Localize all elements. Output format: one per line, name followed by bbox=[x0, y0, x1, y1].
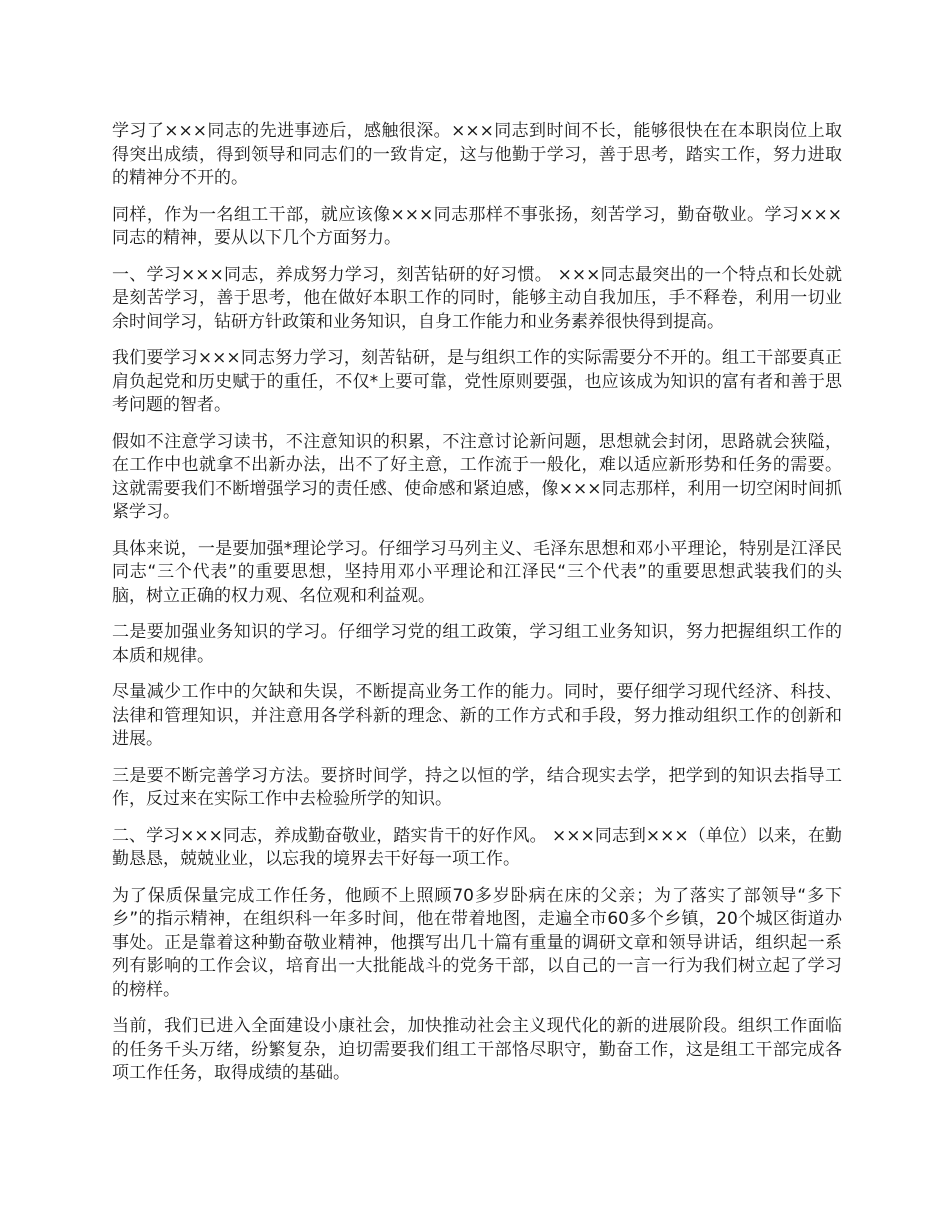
paragraph-1: 学习了×××同志的先进事迹后，感触很深。×××同志到时间不长，能够很快在在本职岗位上取得突出成绩，得到领导和同志们的一致肯定，这与他勤于学习，善于思考，踏实工作，努力进取的精神分不开的。 bbox=[112, 121, 842, 188]
paragraph-8: 尽量减少工作中的欠缺和失误，不断提高业务工作的能力。同时，要仔细学习现代经济、科技、法律和管理知识，并注意用各学科新的理念、新的工作方式和手段，努力推动组织工作的创新和进展。 bbox=[112, 682, 842, 749]
paragraph-9: 三是要不断完善学习方法。要挤时间学，持之以恒的学，结合现实去学，把学到的知识去指导工作，反过来在实际工作中去检验所学的知识。 bbox=[112, 765, 842, 809]
paragraph-3: 一、学习×××同志，养成努力学习，刻苦钻研的好习惯。 ×××同志最突出的一个特点和长处就是刻苦学习，善于思考，他在做好本职工作的同时，能够主动自我加压，手不释卷，利用一切业余时间学习，钻研方针政策和业务知识，自身工作能力和业务素养很快得到提高。 bbox=[112, 264, 842, 332]
paragraph-2: 同样，作为一名组工干部，就应该像×××同志那样不事张扬，刻苦学习，勤奋敬业。学习×××同志的精神，要从以下几个方面努力。 bbox=[112, 204, 842, 248]
paragraph-11: 为了保质保量完成工作任务，他顾不上照顾70多岁卧病在床的父亲；为了落实了部领导“多下乡”的指示精神，在组织科一年多时间，他在带着地图，走遍全市60多个乡镇，20个城区街道办事处。正是靠着这种勤奋敬业精神，他撰写出几十篇有重量的调研文章和领导讲话，组织起一系列有影响的工作会议，培育出一大批能战斗的党务干部，以自己的一言一行为我们树立起了学习的榜样。 bbox=[112, 885, 842, 1000]
paragraph-12: 当前，我们已进入全面建设小康社会，加快推动社会主义现代化的新的进展阶段。组织工作面临的任务千头万绪，纷繁复杂，迫切需要我们组工干部恪尽职守，勤奋工作，这是组工干部完成各项工作任务，取得成绩的基础。 bbox=[112, 1016, 842, 1083]
paragraph-4: 我们要学习×××同志努力学习，刻苦钻研，是与组织工作的实际需要分不开的。组工干部要真正肩负起党和历史赋于的重任，不仅*上要可靠，党性原则要强，也应该成为知识的富有者和善于思考问题的智者。 bbox=[112, 348, 842, 415]
paragraph-7: 二是要加强业务知识的学习。仔细学习党的组工政策，学习组工业务知识，努力把握组织工作的本质和规律。 bbox=[112, 622, 842, 666]
paragraph-5: 假如不注意学习读书，不注意知识的积累，不注意讨论新问题，思想就会封闭，思路就会狭隘，在工作中也就拿不出新办法，出不了好主意，工作流于一般化，难以适应新形势和任务的需要。这就需要我们不断增强学习的责任感、使命感和紧迫感，像×××同志那样，利用一切空闲时间抓紧学习。 bbox=[112, 431, 842, 522]
paragraph-6: 具体来说，一是要加强*理论学习。仔细学习马列主义、毛泽东思想和邓小平理论，特别是江泽民同志“三个代表”的重要思想，坚持用邓小平理论和江泽民“三个代表”的重要思想武装我们的头脑，树立正确的权力观、名位观和利益观。 bbox=[112, 538, 842, 606]
document-page bbox=[112, 120, 842, 1099]
paragraph-10: 二、学习×××同志，养成勤奋敬业，踏实肯干的好作风。 ×××同志到×××（单位）以来，在勤勤恳恳，兢兢业业，以忘我的境界去干好每一项工作。 bbox=[112, 825, 842, 869]
